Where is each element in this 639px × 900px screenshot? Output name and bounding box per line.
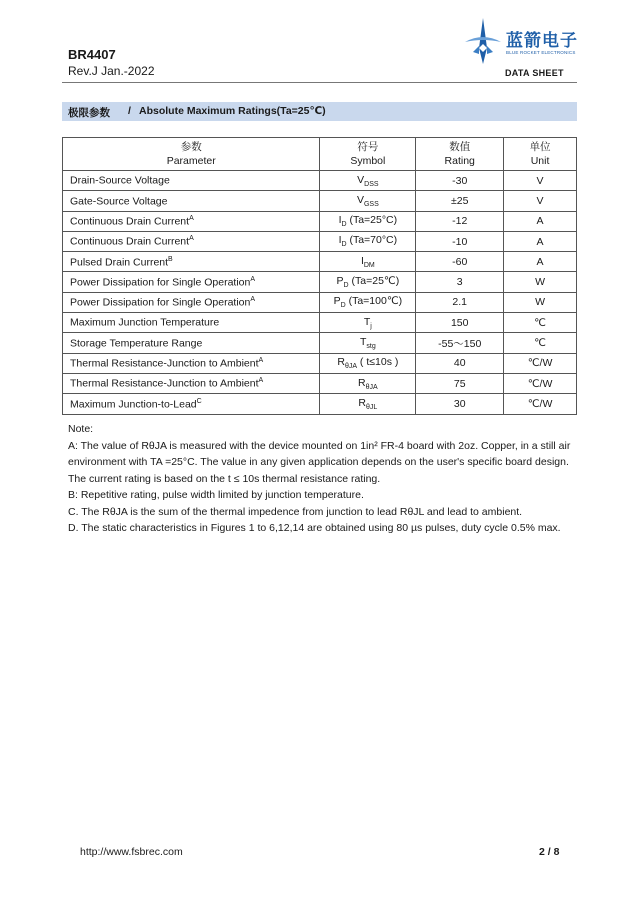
table-row xyxy=(63,272,577,292)
symbol-cell: $T_j$ xyxy=(320,313,416,333)
param-cell: Power Dissipation for Single Operation$^A$ xyxy=(63,272,320,292)
param-cell: Maximum Junction Temperature xyxy=(63,313,320,333)
symbol-cell: $I_D$ (Ta=25°C) xyxy=(320,211,416,231)
rating-cell: -30 xyxy=(416,171,504,191)
rating-cell: 30 xyxy=(416,394,504,414)
param-cell: Gate-Source Voltage xyxy=(63,191,320,211)
rating-cell: -10 xyxy=(416,231,504,251)
param-cell: Maximum Junction-to-Lead$^C$ xyxy=(63,394,320,414)
note-c: C. The RθJA is the sum of the thermal impedence from junction to lead RθJL and lead to ambient. xyxy=(68,505,523,518)
table-row xyxy=(63,394,577,414)
header-divider xyxy=(62,82,577,83)
param-cell: Continuous Drain Current$^A$ xyxy=(63,231,320,251)
logo-english-text: BLUE ROCKET ELECTRONICS xyxy=(506,50,576,55)
param-cell: Continuous Drain Current$^A$ xyxy=(63,211,320,231)
table-row xyxy=(63,191,577,211)
table-row xyxy=(63,231,577,251)
unit-cell: W xyxy=(504,292,577,312)
symbol-cell: $P_D$ (Ta=25℃) xyxy=(320,272,416,292)
param-cell: Power Dissipation for Single Operation$^A$ xyxy=(63,292,320,312)
unit-cell: ℃ xyxy=(504,333,577,353)
symbol-cell: $R_{\theta JA}$ ( t≤10s ) xyxy=(320,353,416,373)
page-number: 2 / 8 xyxy=(539,846,560,858)
header-unit: 单位 Unit xyxy=(504,138,577,171)
unit-cell: A xyxy=(504,252,577,272)
unit-cell: V xyxy=(504,171,577,191)
rocket-logo-icon xyxy=(462,18,504,64)
rating-cell: -60 xyxy=(416,252,504,272)
table-row xyxy=(63,211,577,231)
param-cell: Thermal Resistance-Junction to Ambient$^A$ xyxy=(63,353,320,373)
unit-cell: ℃/W xyxy=(504,373,577,393)
logo-chinese-text: 蓝箭电子 xyxy=(506,31,578,51)
unit-cell: ℃/W xyxy=(504,394,577,414)
unit-cell: ℃ xyxy=(504,313,577,333)
table-row xyxy=(63,313,577,333)
unit-cell: V xyxy=(504,191,577,211)
rating-cell: -55～150 xyxy=(416,333,504,353)
symbol-cell: $I_{DM}$ xyxy=(320,252,416,272)
unit-cell: A xyxy=(504,231,577,251)
section-title-en: Absolute Maximum Ratings(Ta=25℃) xyxy=(139,105,326,117)
rating-cell: 75 xyxy=(416,373,504,393)
symbol-cell: $V_{GSS}$ xyxy=(320,191,416,211)
rating-cell: 150 xyxy=(416,313,504,333)
company-logo xyxy=(462,18,580,64)
param-cell: Thermal Resistance-Junction to Ambient$^A$ xyxy=(63,373,320,393)
doc-type-label: DATA SHEET xyxy=(505,68,564,78)
note-d: D. The static characteristics in Figures 1 to 6,12,14 are obtained using 80 µs pulses, duty cycle 0.5% max. xyxy=(68,522,561,534)
table-row xyxy=(63,353,577,373)
table-row xyxy=(63,373,577,393)
rating-cell: 40 xyxy=(416,353,504,373)
symbol-cell: $R_{\theta JA}$ xyxy=(320,373,416,393)
section-separator: / xyxy=(128,105,131,117)
table-row xyxy=(63,252,577,272)
rating-cell: -12 xyxy=(416,211,504,231)
rating-cell: 2.1 xyxy=(416,292,504,312)
symbol-cell: $V_{DSS}$ xyxy=(320,171,416,191)
note-b: B: Repetitive rating, pulse width limited by junction temperature. xyxy=(68,489,364,501)
symbol-cell: $I_D$ (Ta=70°C) xyxy=(320,231,416,251)
unit-cell: A xyxy=(504,211,577,231)
part-number: BR4407 xyxy=(68,47,116,62)
symbol-cell: $T_{stg}$ xyxy=(320,333,416,353)
table-row xyxy=(63,171,577,191)
note-a: A: The value of RθJA is measured with the device mounted on 1in² FR-4 board with 2oz. Copper, in a still air environment with TA =25°C. The value in any given application depends on the user's specific board design. The current rating is based on the t ≤ 10s thermal resistance rating. xyxy=(68,439,571,485)
param-cell: Pulsed Drain Current$^B$ xyxy=(63,252,320,272)
section-header xyxy=(62,102,577,121)
symbol-cell: $R_{\theta JL}$ xyxy=(320,394,416,414)
ratings-table xyxy=(62,137,577,415)
symbol-cell: $P_D$ (Ta=100℃) xyxy=(320,292,416,312)
header-parameter: 参数 Parameter xyxy=(63,138,320,171)
rating-cell: 3 xyxy=(416,272,504,292)
unit-cell: W xyxy=(504,272,577,292)
notes-block xyxy=(68,421,573,537)
rating-cell: ±25 xyxy=(416,191,504,211)
param-cell: Storage Temperature Range xyxy=(63,333,320,353)
section-title-cn: 极限参数 xyxy=(68,107,110,119)
table-row xyxy=(63,292,577,312)
table-row xyxy=(63,333,577,353)
header-rating: 数值 Rating xyxy=(416,138,504,171)
table-header-row xyxy=(63,138,577,171)
header-symbol: 符号 Symbol xyxy=(320,138,416,171)
notes-heading: Note: xyxy=(68,423,94,435)
website-link[interactable]: http://www.fsbrec.com xyxy=(80,846,183,858)
unit-cell: ℃/W xyxy=(504,353,577,373)
revision-date: Rev.J Jan.-2022 xyxy=(68,64,155,78)
param-cell: Drain-Source Voltage xyxy=(63,171,320,191)
